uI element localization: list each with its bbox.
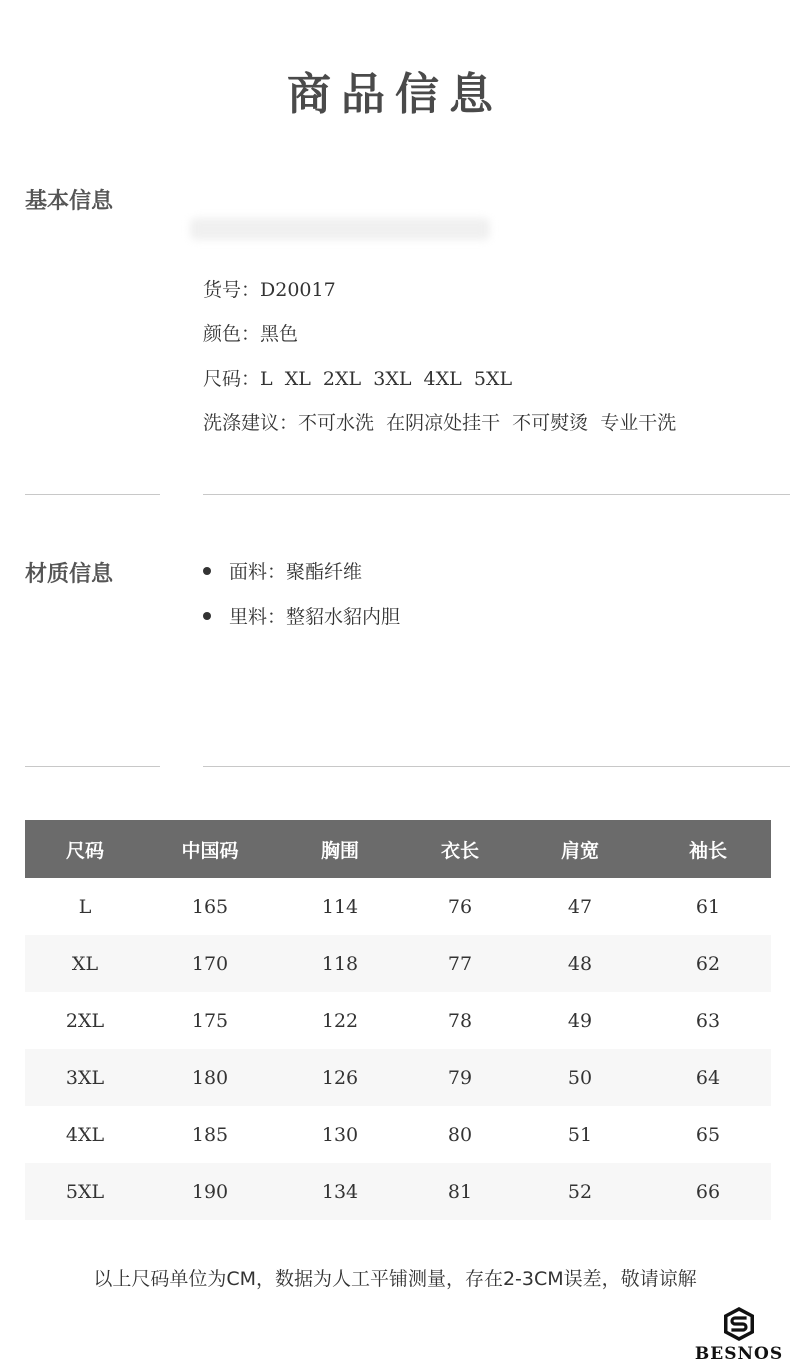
divider-long [203, 766, 790, 767]
bullet-icon [203, 612, 211, 620]
table-cell: 3XL [25, 1049, 145, 1106]
table-cell: 170 [145, 935, 275, 992]
table-cell: 180 [145, 1049, 275, 1106]
table-cell: 52 [515, 1163, 645, 1220]
basic-info-label: 基本信息 [25, 189, 114, 214]
table-cell: 63 [695, 1009, 721, 1032]
info-key: 洗涤建议： [203, 412, 299, 434]
table-cell: 5XL [25, 1163, 145, 1220]
info-value: L XL 2XL 3XL 4XL 5XL [260, 368, 513, 390]
table-cell: 79 [405, 1049, 515, 1106]
table-cell: 114 [321, 895, 359, 918]
table-cell: 185 [191, 1123, 229, 1146]
table-row [25, 878, 771, 935]
divider-short [25, 766, 160, 767]
material-item-fabric [203, 557, 362, 584]
table-cell: 49 [567, 1009, 593, 1032]
table-cell: 62 [645, 935, 771, 992]
info-value: D20017 [260, 279, 336, 301]
table-cell: 64 [645, 1049, 771, 1106]
footer-note: 以上尺码单位为CM，数据为人工平铺测量，存在2-3CM误差，敬请谅解 [93, 1268, 697, 1290]
column-header: 袖长 [645, 820, 771, 878]
material-info-label: 材质信息 [25, 562, 114, 587]
material-item-text: 里料：整貂水貂内胆 [229, 606, 401, 628]
brand-logo [690, 1306, 788, 1364]
table-row [25, 935, 771, 992]
info-line-washing [203, 408, 676, 435]
info-line-sizes [203, 364, 512, 391]
table-cell: 81 [405, 1163, 515, 1220]
info-key: 货号： [203, 279, 261, 301]
blurred-text-placeholder [190, 218, 490, 240]
table-cell: 80 [447, 1123, 473, 1146]
info-value: 黑色 [260, 323, 299, 345]
column-header: 胸围 [275, 820, 405, 878]
table-cell: 76 [447, 895, 473, 918]
table-cell: 50 [515, 1049, 645, 1106]
table-cell: 4XL [65, 1123, 105, 1146]
bullet-icon [203, 567, 211, 575]
table-cell: 77 [405, 935, 515, 992]
column-header: 中国码 [145, 820, 275, 878]
size-table [25, 820, 771, 1220]
table-cell: 48 [515, 935, 645, 992]
page-title: 商品信息 [287, 69, 503, 120]
table-row [25, 1163, 771, 1220]
table-cell: 65 [695, 1123, 721, 1146]
material-item-lining [203, 602, 400, 629]
table-header-row [25, 820, 771, 878]
besnos-logo-icon [722, 1306, 756, 1342]
column-header: 衣长 [405, 820, 515, 878]
info-key: 尺码： [203, 368, 261, 390]
table-cell: 78 [447, 1009, 473, 1032]
brand-name: BESNOS [694, 1344, 784, 1364]
info-line-color [203, 319, 298, 346]
table-cell: 47 [567, 895, 593, 918]
table-cell: 118 [275, 935, 405, 992]
table-row [25, 1106, 771, 1163]
table-cell: 66 [645, 1163, 771, 1220]
table-cell: 61 [695, 895, 721, 918]
table-cell: 134 [275, 1163, 405, 1220]
info-value: 不可水洗 在阴凉处挂干 不可熨烫 专业干洗 [298, 412, 677, 434]
table-cell: 122 [321, 1009, 359, 1032]
column-header: 肩宽 [515, 820, 645, 878]
table-cell: L [78, 895, 92, 918]
table-cell: 126 [275, 1049, 405, 1106]
divider-long [203, 494, 790, 495]
info-key: 颜色： [203, 323, 261, 345]
table-cell: 51 [567, 1123, 593, 1146]
table-cell: 130 [321, 1123, 359, 1146]
divider-short [25, 494, 160, 495]
table-row [25, 992, 771, 1049]
column-header: 尺码 [25, 820, 145, 878]
table-cell: XL [25, 935, 145, 992]
table-cell: 165 [191, 895, 229, 918]
table-cell: 2XL [65, 1009, 105, 1032]
table-cell: 190 [145, 1163, 275, 1220]
table-row [25, 1049, 771, 1106]
material-item-text: 面料：聚酯纤维 [229, 561, 363, 583]
table-cell: 175 [191, 1009, 229, 1032]
info-line-item-number [203, 275, 336, 302]
